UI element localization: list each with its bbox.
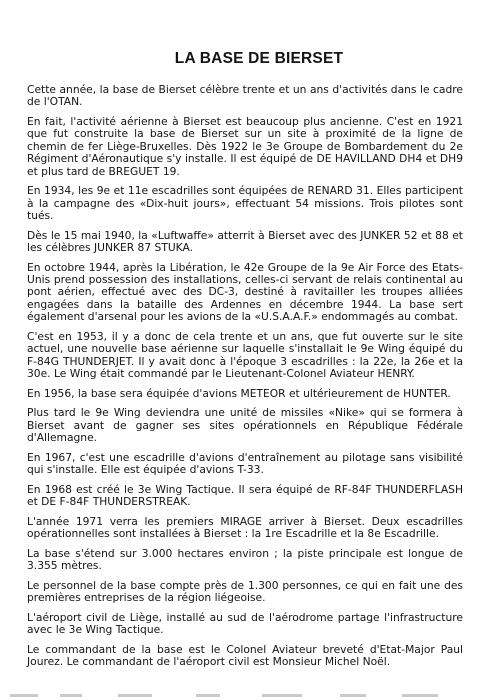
paragraph-8: Plus tard le 9e Wing deviendra une unité de missiles «Nike» qui se formera à Bierset avant de gagner ses sites opérationnels en République Fédérale d'Allemagne.: [27, 406, 463, 445]
paragraph-15: Le commandant de la base est le Colonel Aviateur breveté d'Etat-Major Paul Jourez. Le commandant de l'aéroport civil est Monsieur Michel Noël.: [27, 642, 463, 669]
paragraph-7: En 1956, la base sera équipée d'avions METEOR et ultérieurement de HUNTER.: [27, 386, 451, 400]
paragraph-12: La base s'étend sur 3.000 hectares environ ; la piste principale est longue de 3.355 mètres.: [27, 546, 463, 573]
paragraph-11: L'année 1971 verra les premiers MIRAGE arriver à Bierset. Deux escadrilles opérationnelles sont installées à Bierset : la 1re Escadrille et la 8e Escadrille.: [27, 514, 463, 541]
paragraph-13: Le personnel de la base compte près de 1.300 personnes, ce qui en fait une des premières entreprises de la région liégeoise.: [27, 578, 463, 605]
paragraph-10: En 1968 est créé le 3e Wing Tactique. Il sera équipé de RF-84F THUNDERFLASH et DE F-84F THUNDERSTREAK.: [27, 482, 463, 509]
paragraph-1: Cette année, la base de Bierset célèbre trente et un ans d'activités dans le cadre de l'OTAN.: [27, 83, 463, 109]
bottom-scan-edge: [0, 692, 488, 700]
paragraph-6: C'est en 1953, il y a donc de cela trente et un ans, que fut ouverte sur le site actuel, une nouvelle base aérienne sur laquelle s'installait le 9e Wing équipé du F-84G THUNDERJET. Il y avait donc à l'époque 3 escadrilles : la 22e, la 26e et la 30e. Le Wing était commandé par le Lieutenant-Colonel Aviateur HENRY.: [27, 329, 463, 381]
paragraph-3: En 1934, les 9e et 11e escadrilles sont équipées de RENARD 31. Elles participent à la campagne des «Dix-huit jours», effectuant 54 missions. Trois pilotes sont tués.: [27, 184, 463, 223]
document-page: [27, 50, 463, 676]
paragraph-2: En fait, l'activité aérienne à Bierset est beaucoup plus ancienne. C'est en 1921 que fut construite la base de Bierset sur un site à proximité de la ligne de chemin de fer Liège-Bruxelles. Dès 1922 le 3e Groupe de Bombardement du 2e Régiment d'Aéronautique s'y installe. Il est équipé de DE HAVILLAND DH4 et DH9 et plus tard de BREGUET 19.: [27, 115, 463, 178]
paragraph-4: Dès le 15 mai 1940, la «Luftwaffe» atterrit à Bierset avec des JUNKER 52 et 88 et les célèbres JUNKER 87 STUKA.: [27, 228, 463, 255]
paragraph-5: En octobre 1944, après la Libération, le 42e Groupe de la 9e Air Force des Etats-Unis prend possession des installations, celles-ci servant de relais continental au pont aérien, effectué avec des DC-3, destiné à ravitailler les troupes alliées engagées dans la bataille des Ardennes en décembre 1944. La base sert également d'arsenal pour les avions de la «U.S.A.A.F.» endommagés au combat.: [27, 260, 463, 324]
document-body: [27, 84, 463, 668]
document-title: LA BASE DE BIERSET: [174, 50, 344, 67]
paragraph-9: En 1967, c'est une escadrille d'avions d'entraînement au pilotage sans visibilité qui s'installe. Elle est équipée d'avions T-33.: [27, 450, 463, 477]
paragraph-14: L'aéroport civil de Liège, installé au sud de l'aérodrome partage l'infrastructure avec le 3e Wing Tactique.: [27, 610, 463, 637]
